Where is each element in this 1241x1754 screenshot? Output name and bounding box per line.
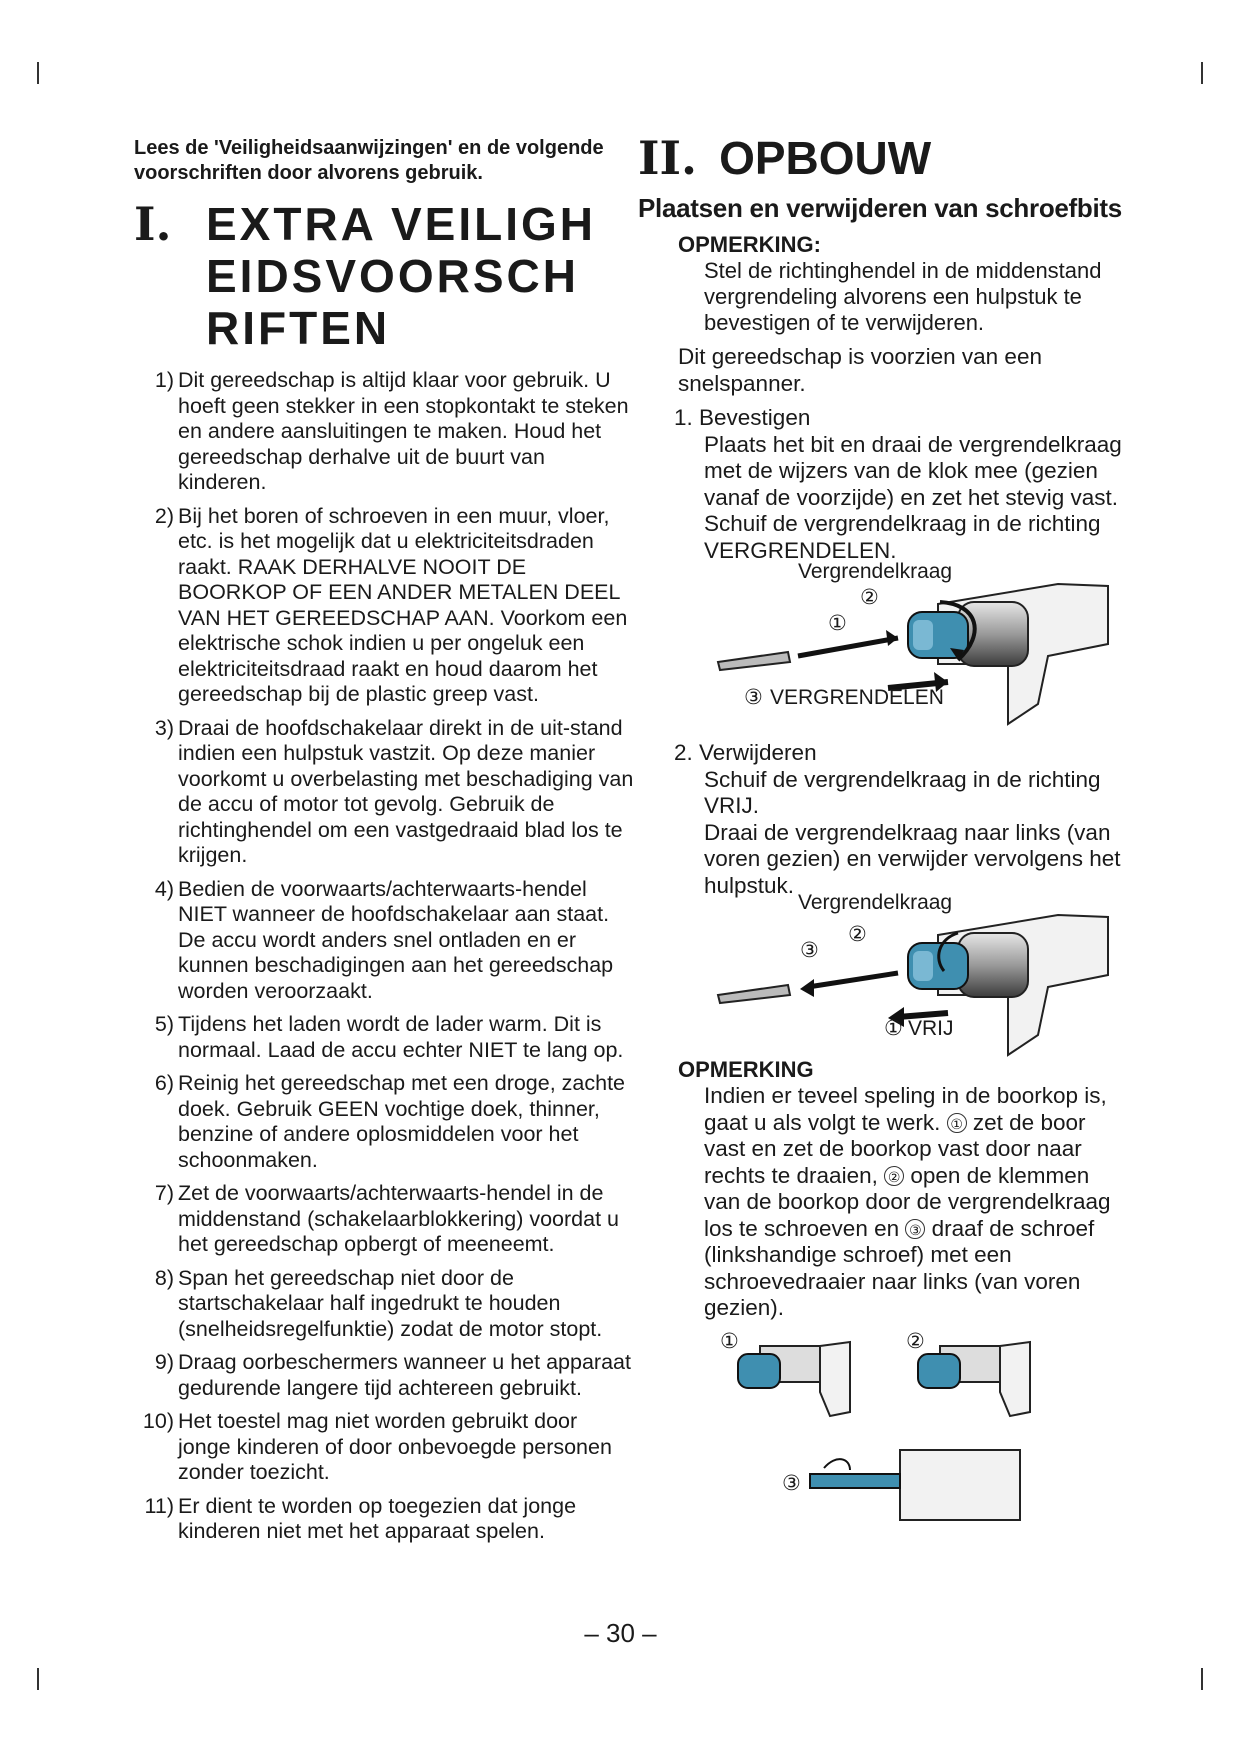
- intro-text: Lees de 'Veiligheidsaanwijzingen' en de volgende voorschriften door alvorens gebruik.: [134, 137, 604, 184]
- label-vergrendelkraag: Vergrendelkraag: [798, 891, 953, 914]
- section-heading-1: [134, 198, 634, 354]
- section-title: EXTRA VEILIGHEIDSVOORSCHRIFTEN: [206, 198, 596, 354]
- crop-mark-top-right: [1201, 62, 1203, 84]
- section-title: OPBOUW: [719, 132, 932, 184]
- section-number: I.: [134, 197, 172, 251]
- list-item: 1) Dit gereedschap is altijd klaar voor gebruik. U hoeft geen stekker in een stopkontakt te steken en andere aansluitingen te maken. Houd het gereedschap derhalve uit de buurt van kinderen.: [154, 368, 629, 494]
- note-title: OPMERKING: [678, 1057, 814, 1082]
- crop-mark-bottom-left: [37, 1668, 39, 1690]
- list-item: 5) Tijdens het laden wordt de lader warm. Dit is normaal. Laad de accu echter NIET te lang op.: [154, 1012, 624, 1062]
- note-body: Indien er teveel speling in de boorkop is, gaat u als volgt te werk. ① zet de boor vast en zet de boorkop vast door naar rechts te draaien, ② open de klemmen van de boorkop door de vergrendelkraag los te schroeven en ③ draaf de schroef (linkshandige schroef) met een schroevedraaier naar links (van voren gezien).: [704, 1083, 1111, 1320]
- crop-mark-top-left: [37, 62, 39, 84]
- step-1-body: Plaats het bit en draai de vergrendelkraag met de wijzers van de klok mee (gezien vanaf de voorzijde) en zet het stevig vast.: [704, 431, 1122, 510]
- list-item: 6) Reinig het gereedschap met een droge, zachte doek. Gebruik GEEN vochtige doek, thinner, benzine of andere oplosmiddelen voor het schoonmaken.: [154, 1071, 626, 1172]
- figure-chuck-adjust: [720, 1329, 1070, 1532]
- list-item: 7) Zet de voorwaarts/achterwaarts-hendel in de middenstand (schakelaarblokkering) voordat u het gereedschap opbergt of meeneemt.: [154, 1181, 619, 1256]
- callout-2: ②: [906, 1329, 925, 1353]
- callout-2: ②: [848, 923, 867, 946]
- list-item: 3) Draai de hoofdschakelaar direkt in de uit-stand indien een hulpstuk vastzit. Op deze manier voorkomt u overbelasting met beschadiging van de accu of motor tot gevolg. Gebruik de richtinghendel om een vastgedraaid blad los te krijgen.: [154, 715, 634, 867]
- callout-2: ②: [860, 586, 879, 609]
- section-number: II.: [638, 131, 698, 185]
- list-item: 10) Het toestel mag niet worden gebruikt door jonge kinderen of door onbevoegde personen zonder toezicht.: [142, 1409, 612, 1484]
- callout-1: ①: [828, 612, 847, 635]
- figure-remove-bit: [708, 891, 1118, 1059]
- left-column: [134, 136, 634, 1553]
- circle-number: ③: [905, 1219, 925, 1239]
- intro-paragraph: Dit gereedschap is voorzien van een snelspanner.: [678, 344, 1042, 396]
- list-item: 8) Span het gereedschap niet door de startschakelaar half ingedrukt te houden (snelheidsregelfunktie) zodat de motor stopt.: [154, 1265, 603, 1341]
- step-2-body-2: Draai de vergrendelkraag naar links (van voren gezien) en verwijder vervolgens het hulpstuk.: [704, 819, 1121, 898]
- subheading: Plaatsen en verwijderen van schroefbits: [638, 193, 1122, 223]
- step-1-title: 1. Bevestigen: [674, 405, 811, 430]
- callout-1: ①: [884, 1017, 903, 1040]
- label-vrij: VRIJ: [908, 1017, 954, 1040]
- callout-1: ①: [720, 1329, 739, 1353]
- list-item: 11) Er dient te worden op toegezien dat jonge kinderen niet met het apparaat spelen.: [144, 1493, 577, 1543]
- step-1-body-2: Schuif de vergrendelkraag in de richting VERGRENDELEN.: [704, 511, 1101, 563]
- callout-3: ③: [782, 1471, 801, 1495]
- callout-3: ③: [744, 686, 763, 709]
- page-number: – 30 –: [584, 1618, 657, 1648]
- figure-attach-bit: [708, 560, 1118, 734]
- crop-mark-bottom-right: [1201, 1668, 1203, 1690]
- circle-number: ②: [884, 1166, 904, 1186]
- circle-number: ①: [947, 1113, 967, 1133]
- note-title: OPMERKING:: [678, 232, 821, 257]
- safety-list: [134, 368, 634, 1545]
- section-heading-2: [638, 130, 1130, 186]
- right-column: [638, 131, 1130, 1532]
- list-item: 2) Bij het boren of schroeven in een muur, vloer, etc. is het mogelijk dat u elektriciteitsdraden raakt. RAAK DERHALVE NOOIT DE BOORKOP OF EEN ANDER METALEN DEEL VAN HET GEREEDSCHAP AAN. Voorkom een elektrische schok indien u per ongeluk een elektriciteitsdraad raakt en houd daarom het gereedschap bij de plastic greep vast.: [154, 503, 628, 706]
- step-2-body: Schuif de vergrendelkraag in de richting VRIJ.: [704, 766, 1101, 818]
- list-item: 4) Bedien de voorwaarts/achterwaarts-hendel NIET wanneer de hoofdschakelaar aan staat. De accu wordt anders snel ontladen en er kunnen beschadigingen aan het gereedschap worden veroorzaakt.: [154, 876, 614, 1003]
- note-body: Stel de richtinghendel in de middenstand vergrendeling alvorens een hulpstuk te bevestigen of te verwijderen.: [704, 258, 1102, 335]
- step-2-title: 2. Verwijderen: [674, 740, 817, 765]
- callout-3: ③: [800, 939, 819, 962]
- label-vergrendelen: VERGRENDELEN: [770, 686, 944, 709]
- chuck-illustration: [720, 1329, 1070, 1532]
- label-vergrendelkraag: Vergrendelkraag: [798, 560, 953, 583]
- list-item: 9) Draag oorbeschermers wanneer u het apparaat gedurende langere tijd achtereen gebruikt.: [154, 1350, 631, 1400]
